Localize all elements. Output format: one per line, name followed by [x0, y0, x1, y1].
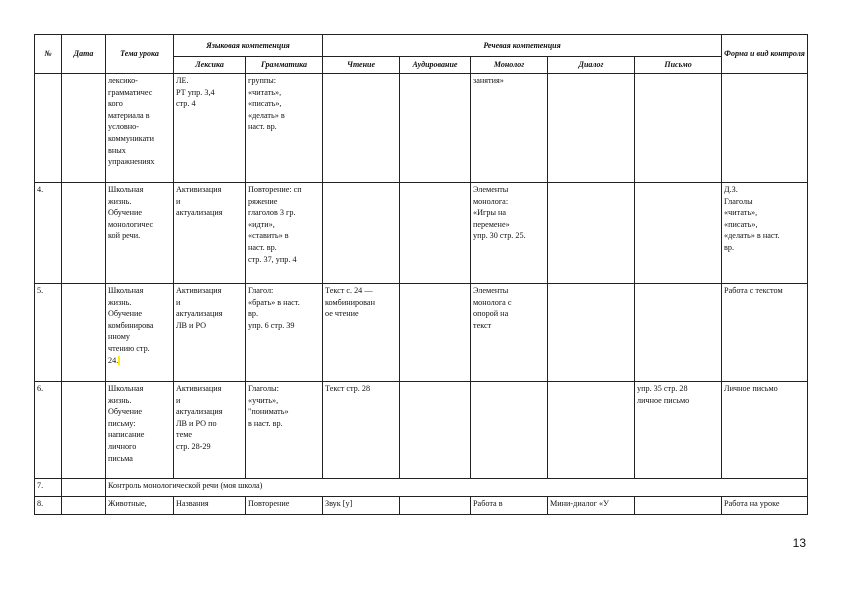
row-num: 5. — [35, 284, 62, 382]
row-lexis: Активизация и актуализация ЛВ и РО по теме стр. 28-29 — [174, 382, 246, 479]
header-topic: Тема урока — [106, 35, 174, 74]
row-topic: Животные, — [106, 497, 174, 515]
row-topic — [106, 284, 174, 382]
row-dialogue — [548, 284, 635, 382]
row-num — [35, 74, 62, 183]
header-dialogue: Диалог — [548, 57, 635, 74]
row-grammar: Повторение — [246, 497, 323, 515]
table-row — [35, 497, 808, 515]
row-reading — [323, 183, 400, 284]
row-topic: лексико- грамматичес кого материала в условно- коммуникати вных упражнениях — [106, 74, 174, 183]
lesson-plan-table — [34, 34, 808, 515]
header-writing: Письмо — [635, 57, 722, 74]
row-control: Работа на уроке — [722, 497, 808, 515]
row-date — [62, 497, 106, 515]
table-row — [35, 74, 808, 183]
header-speech-competence: Речевая компетенция — [323, 35, 722, 57]
row-reading: Текст стр. 28 — [323, 382, 400, 479]
row-num: 7. — [35, 479, 62, 497]
row-grammar: Глагол: «брать» в наст. вр. упр. 6 стр. 39 — [246, 284, 323, 382]
row-dialogue: Мини-диалог «У — [548, 497, 635, 515]
header-listening: Аудирование — [400, 57, 471, 74]
row-grammar: группы: «читать», «писать», «делать» в наст. вр. — [246, 74, 323, 183]
row-writing — [635, 284, 722, 382]
row-monologue: Элементы монолога с опорой на текст — [471, 284, 548, 382]
row-listening — [400, 382, 471, 479]
row-control: Работа с текстом — [722, 284, 808, 382]
row-monologue: Работа в — [471, 497, 548, 515]
row-num: 4. — [35, 183, 62, 284]
row-date — [62, 284, 106, 382]
row-date — [62, 479, 106, 497]
header-num: № — [35, 35, 62, 74]
row-listening — [400, 74, 471, 183]
row-reading — [323, 74, 400, 183]
row-topic: Школьная жизнь. Обучение письму: написание личного письма — [106, 382, 174, 479]
row-lexis: Активизация и актуализация — [174, 183, 246, 284]
row-control — [722, 74, 808, 183]
row-date — [62, 183, 106, 284]
row-dialogue — [548, 74, 635, 183]
header-reading: Чтение — [323, 57, 400, 74]
row-listening — [400, 284, 471, 382]
header-lexis: Лексика — [174, 57, 246, 74]
header-monologue: Монолог — [471, 57, 548, 74]
table-row — [35, 284, 808, 382]
row-control: Д.З. Глаголы «читать», «писать», «делать» в наст. вр. — [722, 183, 808, 284]
row-listening — [400, 497, 471, 515]
page-number: 13 — [792, 536, 806, 550]
row-span-text: Контроль монологической речи (моя школа) — [106, 479, 808, 497]
row-num: 8. — [35, 497, 62, 515]
header-language-competence: Языковая компетенция — [174, 35, 323, 57]
header-control: Форма и вид контроля — [722, 35, 808, 74]
row-writing: упр. 35 стр. 28 личное письмо — [635, 382, 722, 479]
table-row — [35, 183, 808, 284]
row-monologue — [471, 382, 548, 479]
row-grammar: Повторение: сп ряжение глаголов 3 гр. «идти», «ставить» в наст. вр. стр. 37, упр. 4 — [246, 183, 323, 284]
row-monologue: занятия» — [471, 74, 548, 183]
row-lexis: ЛЕ. РТ упр. 3,4 стр. 4 — [174, 74, 246, 183]
row-reading: Звук [у] — [323, 497, 400, 515]
row-lexis: Названия — [174, 497, 246, 515]
table-row-span — [35, 479, 808, 497]
row-control: Личное письмо — [722, 382, 808, 479]
text-highlight-mark — [118, 356, 120, 365]
row-topic: Школьная жизнь. Обучение монологичес кой речи. — [106, 183, 174, 284]
row-writing — [635, 74, 722, 183]
row-lexis: Активизация и актуализация ЛВ и РО — [174, 284, 246, 382]
table-row — [35, 382, 808, 479]
row-grammar: Глаголы: «учить», "понимать» в наст. вр. — [246, 382, 323, 479]
header-date: Дата — [62, 35, 106, 74]
header-grammar: Грамматика — [246, 57, 323, 74]
row-writing — [635, 183, 722, 284]
row-topic-text: Школьная жизнь. Обучение комбинирова нному чтению стр. 24. — [108, 286, 154, 365]
row-reading: Текст с. 24 — комбинирован ое чтение — [323, 284, 400, 382]
row-date — [62, 74, 106, 183]
row-date — [62, 382, 106, 479]
header-row-1 — [35, 35, 808, 57]
row-dialogue — [548, 183, 635, 284]
row-dialogue — [548, 382, 635, 479]
row-num: 6. — [35, 382, 62, 479]
row-listening — [400, 183, 471, 284]
row-writing — [635, 497, 722, 515]
row-monologue: Элементы монолога: «Игры на перемене» упр. 30 стр. 25. — [471, 183, 548, 284]
